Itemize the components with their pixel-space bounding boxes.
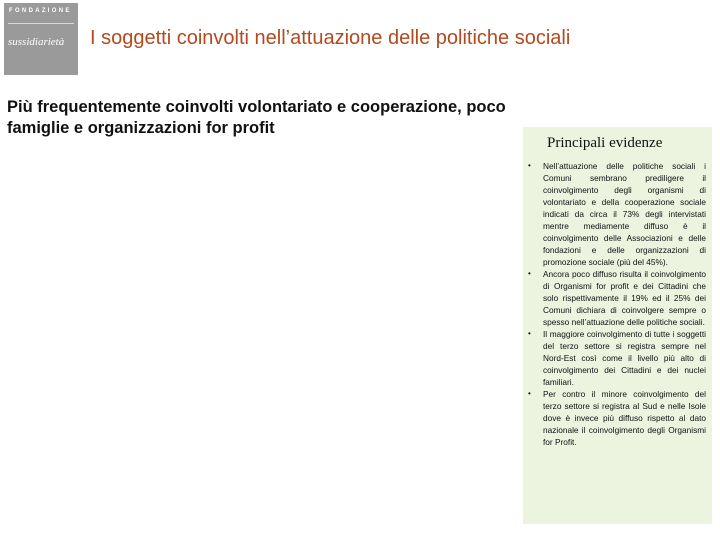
list-item — [528, 328, 706, 388]
slide-subtitle: Più frequentemente coinvolti volontariato e cooperazione, poco famiglie e organizzazioni for profit — [7, 98, 506, 137]
page-title: I soggetti coinvolti nell’attuazione delle politiche sociali — [90, 27, 571, 49]
list-item-text: Nell’attuazione delle politiche sociali i Comuni sembrano prediligere il coinvolgimento degli organismi di volontariato e della cooperazione sociale indicati da circa il 73% degli intervistati mentre mediamente diffuso è il coinvolgimento delle Associazioni e delle fondazioni e delle organizzazioni di promozione sociale (più del 45%). — [543, 161, 706, 267]
logo-top-text: FONDAZIONE — [9, 8, 72, 14]
panel-title: Principali evidenze — [547, 135, 663, 151]
bullet-icon: • — [528, 329, 531, 338]
evidence-list — [528, 160, 706, 448]
foundation-logo — [4, 3, 78, 75]
list-item-text: Il maggiore coinvolgimento di tutte i soggetti del terzo settore si registra sempre nel Nord-Est così come il livello più alto di coinvolgimento dei Cittadini e dei nuclei familiari. — [543, 329, 706, 387]
bullet-icon: • — [528, 389, 531, 398]
logo-divider — [8, 23, 74, 24]
list-item — [528, 268, 706, 328]
list-item — [528, 160, 706, 268]
list-item-text: Ancora poco diffuso risulta il coinvolgimento di Organismi for profit e dei Cittadini che solo rispettivamente il 19% ed il 25% dei Comuni dichiara di coinvolgere sempre o spesso nell’attuazione delle politiche sociali. — [543, 269, 706, 327]
bullet-icon: • — [528, 269, 531, 278]
list-item-text: Per contro il minore coinvolgimento del terzo settore si registra al Sud e nelle Isole dove è invece più diffuso rispetto al dato nazionale il coinvolgimento degli Organismi for Profit. — [543, 389, 706, 447]
logo-brand-text: sussidiarietà — [8, 36, 65, 48]
bullet-icon: • — [528, 161, 531, 170]
evidence-panel — [523, 127, 712, 524]
list-item — [528, 388, 706, 448]
